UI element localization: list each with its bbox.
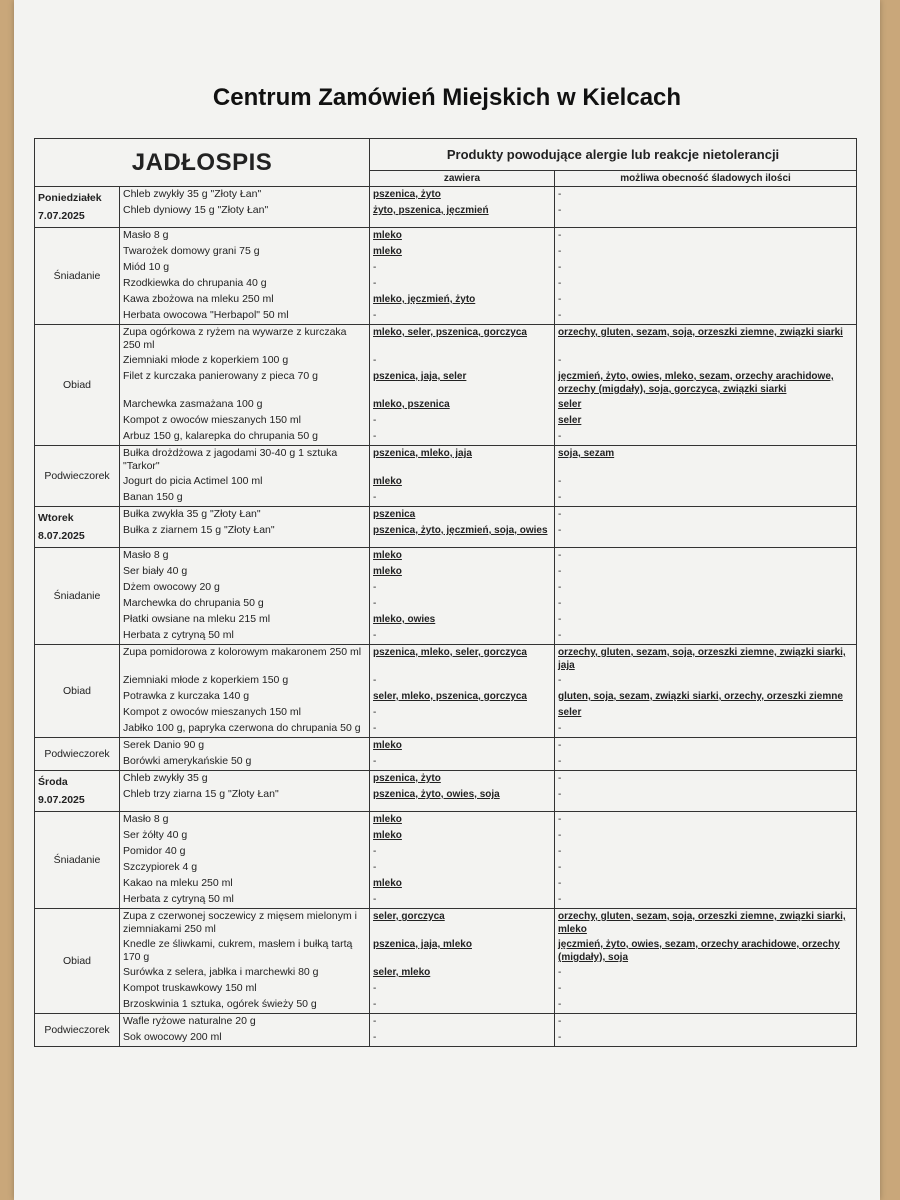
- traces-column-header: możliwa obecność śladowych ilości: [555, 171, 857, 187]
- trace-allergens: -: [558, 550, 562, 561]
- trace-allergens: jęczmień, żyto, owies, sezam, orzechy arachidowe, orzechy (migdały), soja: [558, 939, 840, 963]
- trace-allergens: seler: [558, 707, 582, 718]
- trace-allergens: -: [558, 1032, 562, 1043]
- traces-cell: [555, 771, 857, 812]
- traces-cell: [555, 187, 857, 228]
- contains-allergens: mleko: [373, 830, 402, 841]
- dish-name: Ser biały 40 g: [123, 565, 188, 577]
- trace-allergens: seler: [558, 415, 582, 426]
- day-name: Wtorek: [38, 512, 74, 524]
- trace-allergens: -: [558, 355, 562, 366]
- contains-allergens: pszenica, mleko, jaja: [373, 448, 472, 459]
- dish-name: Masło 8 g: [123, 549, 169, 561]
- dish-name: Pomidor 40 g: [123, 845, 186, 857]
- contains-allergens: -: [373, 983, 377, 994]
- dish-name: Masło 8 g: [123, 813, 169, 825]
- items-cell: [120, 325, 370, 446]
- trace-allergens: -: [558, 967, 562, 978]
- contains-allergens: -: [373, 310, 377, 321]
- traces-cell: [555, 548, 857, 645]
- meal-name: Śniadanie: [35, 812, 120, 909]
- day-row: [35, 187, 857, 228]
- items-cell: [120, 446, 370, 507]
- items-cell: [120, 909, 370, 1014]
- trace-allergens: -: [558, 862, 562, 873]
- trace-allergens: -: [558, 756, 562, 767]
- dish-name: Arbuz 150 g, kalarepka do chrupania 50 g: [123, 430, 318, 442]
- contains-allergens: -: [373, 431, 377, 442]
- trace-allergens: -: [558, 525, 562, 536]
- contains-allergens: seler, mleko, pszenica, gorczyca: [373, 691, 527, 702]
- meal-row: [35, 738, 857, 771]
- trace-allergens: -: [558, 1016, 562, 1027]
- dish-name: Ziemniaki młode z koperkiem 100 g: [123, 354, 289, 366]
- day-row: [35, 507, 857, 548]
- day-cell: [35, 187, 120, 228]
- items-cell: [120, 645, 370, 738]
- trace-allergens: -: [558, 205, 562, 216]
- dish-name: Dżem owocowy 20 g: [123, 581, 220, 593]
- trace-allergens: -: [558, 630, 562, 641]
- dish-name: Ziemniaki młode z koperkiem 150 g: [123, 674, 289, 686]
- contains-allergens: mleko: [373, 814, 402, 825]
- trace-allergens: -: [558, 878, 562, 889]
- day-name: Środa: [38, 776, 68, 788]
- dish-name: Kompot z owoców mieszanych 150 ml: [123, 706, 301, 718]
- dish-name: Knedle ze śliwkami, cukrem, masłem i bułką tartą 170 g: [123, 938, 353, 963]
- contains-allergens: -: [373, 723, 377, 734]
- meal-name: Śniadanie: [35, 228, 120, 325]
- dish-name: Kawa zbożowa na mleku 250 ml: [123, 293, 274, 305]
- contains-allergens: pszenica, jaja, mleko: [373, 939, 472, 950]
- meal-row: [35, 645, 857, 738]
- allergen-heading: Produkty powodujące alergie lub reakcje nietolerancji: [370, 139, 857, 171]
- menu-table: [34, 138, 857, 1047]
- trace-allergens: jęczmień, żyto, owies, mleko, sezam, orzechy arachidowe, orzechy (migdały), soja, gorczyca, związki siarki: [558, 371, 834, 395]
- items-cell: [120, 548, 370, 645]
- contains-cell: [370, 738, 555, 771]
- meal-row: [35, 228, 857, 325]
- contains-allergens: mleko: [373, 550, 402, 561]
- meal-name: Podwieczorek: [35, 446, 120, 507]
- trace-allergens: -: [558, 999, 562, 1010]
- dish-name: Kompot z owoców mieszanych 150 ml: [123, 414, 301, 426]
- trace-allergens: -: [558, 262, 562, 273]
- traces-cell: [555, 645, 857, 738]
- meal-row: [35, 812, 857, 909]
- items-cell: [120, 507, 370, 548]
- traces-cell: [555, 812, 857, 909]
- dish-name: Chleb trzy ziarna 15 g "Złoty Łan": [123, 788, 279, 800]
- trace-allergens: -: [558, 773, 562, 784]
- trace-allergens: -: [558, 789, 562, 800]
- contains-allergens: -: [373, 675, 377, 686]
- contains-allergens: mleko, jęczmień, żyto: [373, 294, 476, 305]
- contains-cell: [370, 187, 555, 228]
- trace-allergens: gluten, soja, sezam, związki siarki, orzechy, orzeszki ziemne: [558, 691, 843, 702]
- dish-name: Kompot truskawkowy 150 ml: [123, 982, 257, 994]
- dish-name: Chleb zwykły 35 g "Złoty Łan": [123, 188, 262, 200]
- contains-allergens: pszenica: [373, 509, 416, 520]
- contains-allergens: -: [373, 1032, 377, 1043]
- items-cell: [120, 228, 370, 325]
- contains-allergens: mleko, pszenica: [373, 399, 450, 410]
- day-row: [35, 771, 857, 812]
- meal-row: [35, 1014, 857, 1047]
- contains-allergens: pszenica, żyto: [373, 189, 441, 200]
- dish-name: Wafle ryżowe naturalne 20 g: [123, 1015, 256, 1027]
- items-cell: [120, 771, 370, 812]
- dish-name: Płatki owsiane na mleku 215 ml: [123, 613, 271, 625]
- contains-column-header: zawiera: [370, 171, 555, 187]
- contains-allergens: -: [373, 846, 377, 857]
- dish-name: Zupa ogórkowa z ryżem na wywarze z kurczaka 250 ml: [123, 326, 347, 351]
- contains-allergens: pszenica, jaja, seler: [373, 371, 467, 382]
- contains-allergens: -: [373, 1016, 377, 1027]
- contains-allergens: -: [373, 262, 377, 273]
- dish-name: Herbata owocowa "Herbapol" 50 ml: [123, 309, 289, 321]
- trace-allergens: seler: [558, 399, 582, 410]
- trace-allergens: -: [558, 189, 562, 200]
- trace-allergens: -: [558, 278, 562, 289]
- trace-allergens: -: [558, 294, 562, 305]
- trace-allergens: -: [558, 614, 562, 625]
- trace-allergens: -: [558, 814, 562, 825]
- contains-allergens: -: [373, 582, 377, 593]
- contains-cell: [370, 645, 555, 738]
- contains-allergens: żyto, pszenica, jęczmień: [373, 205, 489, 216]
- dish-name: Banan 150 g: [123, 491, 183, 503]
- dish-name: Rzodkiewka do chrupania 40 g: [123, 277, 267, 289]
- meal-row: [35, 909, 857, 1014]
- dish-name: Miód 10 g: [123, 261, 170, 273]
- contains-allergens: -: [373, 756, 377, 767]
- dish-name: Szczypiorek 4 g: [123, 861, 198, 873]
- contains-cell: [370, 446, 555, 507]
- dish-name: Twarożek domowy grani 75 g: [123, 245, 260, 257]
- contains-cell: [370, 507, 555, 548]
- contains-allergens: mleko: [373, 878, 402, 889]
- dish-name: Sok owocowy 200 ml: [123, 1031, 222, 1043]
- trace-allergens: soja, sezam: [558, 448, 615, 459]
- trace-allergens: -: [558, 830, 562, 841]
- contains-allergens: pszenica, żyto, jęczmień, soja, owies: [373, 525, 548, 536]
- dish-name: Herbata z cytryną 50 ml: [123, 629, 234, 641]
- dish-name: Jogurt do picia Actimel 100 ml: [123, 475, 263, 487]
- dish-name: Herbata z cytryną 50 ml: [123, 893, 234, 905]
- contains-allergens: pszenica, żyto: [373, 773, 441, 784]
- dish-name: Zupa pomidorowa z kolorowym makaronem 250 ml: [123, 646, 362, 658]
- day-cell: [35, 771, 120, 812]
- trace-allergens: -: [558, 894, 562, 905]
- contains-cell: [370, 228, 555, 325]
- document-title: Centrum Zamówień Miejskich w Kielcach: [212, 84, 682, 111]
- meal-name: Obiad: [35, 909, 120, 1014]
- trace-allergens: -: [558, 492, 562, 503]
- contains-allergens: -: [373, 630, 377, 641]
- traces-cell: [555, 446, 857, 507]
- dish-name: Bułka drożdżowa z jagodami 30-40 g 1 sztuka "Tarkor": [123, 447, 338, 472]
- contains-allergens: mleko: [373, 476, 402, 487]
- trace-allergens: -: [558, 983, 562, 994]
- trace-allergens: -: [558, 582, 562, 593]
- contains-cell: [370, 1014, 555, 1047]
- items-cell: [120, 1014, 370, 1047]
- day-cell: [35, 507, 120, 548]
- contains-cell: [370, 548, 555, 645]
- meal-row: [35, 548, 857, 645]
- trace-allergens: -: [558, 310, 562, 321]
- traces-cell: [555, 325, 857, 446]
- contains-allergens: mleko: [373, 246, 402, 257]
- dish-name: Chleb zwykły 35 g: [123, 772, 208, 784]
- day-name: Poniedziałek: [38, 192, 102, 204]
- meal-row: [35, 446, 857, 507]
- meal-name: Obiad: [35, 645, 120, 738]
- traces-cell: [555, 507, 857, 548]
- dish-name: Surówka z selera, jabłka i marchewki 80 g: [123, 966, 319, 978]
- dish-name: Marchewka zasmażana 100 g: [123, 398, 263, 410]
- day-date: 9.07.2025: [38, 794, 85, 806]
- meal-row: [35, 325, 857, 446]
- contains-allergens: pszenica, mleko, seler, gorczyca: [373, 647, 527, 658]
- contains-allergens: pszenica, żyto, owies, soja: [373, 789, 500, 800]
- dish-name: Brzoskwinia 1 sztuka, ogórek świeży 50 g: [123, 998, 317, 1010]
- day-date: 8.07.2025: [38, 530, 85, 542]
- contains-allergens: -: [373, 999, 377, 1010]
- dish-name: Borówki amerykańskie 50 g: [123, 755, 252, 767]
- trace-allergens: -: [558, 246, 562, 257]
- traces-cell: [555, 738, 857, 771]
- items-cell: [120, 812, 370, 909]
- trace-allergens: -: [558, 846, 562, 857]
- trace-allergens: -: [558, 566, 562, 577]
- trace-allergens: orzechy, gluten, sezam, soja, orzeszki ziemne, związki siarki, mleko: [558, 911, 846, 935]
- trace-allergens: -: [558, 431, 562, 442]
- contains-allergens: mleko: [373, 740, 402, 751]
- contains-allergens: -: [373, 415, 377, 426]
- contains-allergens: -: [373, 492, 377, 503]
- dish-name: Masło 8 g: [123, 229, 169, 241]
- trace-allergens: -: [558, 598, 562, 609]
- contains-allergens: -: [373, 707, 377, 718]
- contains-cell: [370, 909, 555, 1014]
- contains-allergens: -: [373, 355, 377, 366]
- contains-allergens: mleko: [373, 230, 402, 241]
- dish-name: Potrawka z kurczaka 140 g: [123, 690, 250, 702]
- trace-allergens: -: [558, 476, 562, 487]
- dish-name: Filet z kurczaka panierowany z pieca 70 g: [123, 370, 318, 382]
- dish-name: Serek Danio 90 g: [123, 739, 205, 751]
- trace-allergens: -: [558, 675, 562, 686]
- dish-name: Kakao na mleku 250 ml: [123, 877, 233, 889]
- contains-allergens: seler, mleko: [373, 967, 431, 978]
- dish-name: Chleb dyniowy 15 g "Złoty Łan": [123, 204, 269, 216]
- trace-allergens: -: [558, 740, 562, 751]
- items-cell: [120, 187, 370, 228]
- trace-allergens: -: [558, 723, 562, 734]
- meal-name: Śniadanie: [35, 548, 120, 645]
- contains-allergens: -: [373, 894, 377, 905]
- traces-cell: [555, 228, 857, 325]
- items-cell: [120, 738, 370, 771]
- contains-allergens: -: [373, 278, 377, 289]
- trace-allergens: -: [558, 509, 562, 520]
- dish-name: Marchewka do chrupania 50 g: [123, 597, 264, 609]
- dish-name: Bułka zwykła 35 g "Złoty Łan": [123, 508, 261, 520]
- menu-heading: JADŁOSPIS: [35, 139, 370, 187]
- dish-name: Bułka z ziarnem 15 g "Złoty Łan": [123, 524, 275, 536]
- contains-allergens: -: [373, 862, 377, 873]
- contains-allergens: mleko: [373, 566, 402, 577]
- contains-cell: [370, 812, 555, 909]
- trace-allergens: orzechy, gluten, sezam, soja, orzeszki ziemne, związki siarki: [558, 327, 843, 338]
- meal-name: Obiad: [35, 325, 120, 446]
- contains-cell: [370, 325, 555, 446]
- menu-body: [35, 187, 857, 1047]
- traces-cell: [555, 909, 857, 1014]
- dish-name: Jabłko 100 g, papryka czerwona do chrupania 50 g: [123, 722, 361, 734]
- contains-allergens: mleko, seler, pszenica, gorczyca: [373, 327, 527, 338]
- contains-allergens: seler, gorczyca: [373, 911, 445, 922]
- contains-cell: [370, 771, 555, 812]
- meal-name: Podwieczorek: [35, 738, 120, 771]
- traces-cell: [555, 1014, 857, 1047]
- dish-name: Zupa z czerwonej soczewicy z mięsem mielonym i ziemniakami 250 ml: [123, 910, 357, 935]
- trace-allergens: orzechy, gluten, sezam, soja, orzeszki ziemne, związki siarki, jaja: [558, 647, 846, 671]
- contains-allergens: -: [373, 598, 377, 609]
- contains-allergens: mleko, owies: [373, 614, 436, 625]
- day-date: 7.07.2025: [38, 210, 85, 222]
- dish-name: Ser żółty 40 g: [123, 829, 188, 841]
- meal-name: Podwieczorek: [35, 1014, 120, 1047]
- trace-allergens: -: [558, 230, 562, 241]
